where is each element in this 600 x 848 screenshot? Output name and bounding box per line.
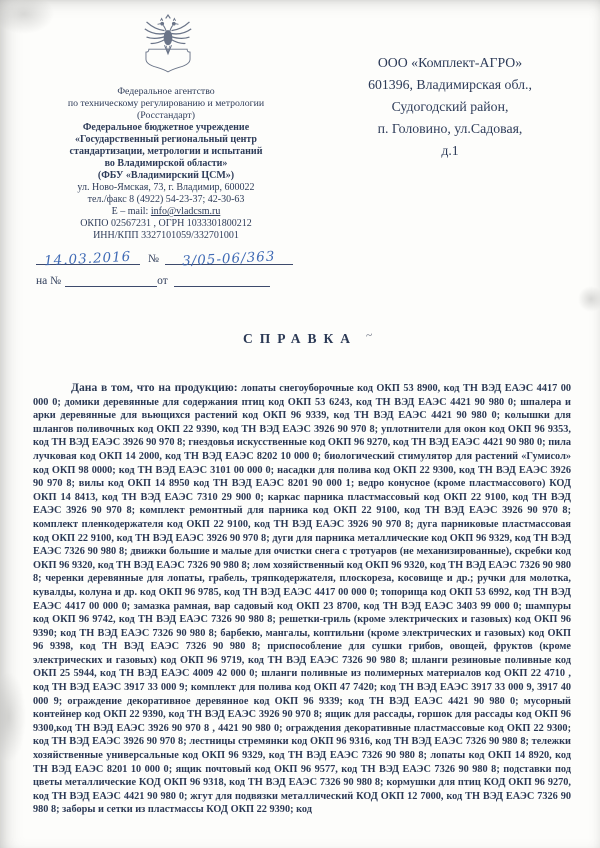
agency-name-line: (Росстандарт) — [137, 110, 195, 121]
na-label: на № — [36, 275, 62, 287]
email-label: E – mail: — [111, 206, 151, 217]
russia-coat-of-arms-icon — [139, 11, 197, 77]
date-number-row — [36, 248, 316, 270]
agency-name-line: по техническому регулированию и метрологии — [67, 98, 265, 109]
ot-blank-line — [174, 272, 270, 287]
date-line — [36, 248, 140, 270]
body-lead-phrase: Дана в том, что на продукцию: — [71, 381, 238, 394]
certificate-body — [33, 381, 571, 817]
postal-address: ул. Ново-Ямская, 73, г. Владимир, 600022 — [77, 182, 255, 193]
number-sign: № — [148, 253, 159, 265]
number-line — [165, 248, 293, 270]
ot-label: от — [157, 275, 168, 287]
org-name-line: во Владимирской области» — [104, 158, 228, 169]
agency-name-line: Федеральное агентство — [117, 86, 215, 97]
sender-letterhead — [26, 86, 306, 242]
scan-smudge — [578, 286, 600, 312]
scan-smudge — [0, 0, 54, 34]
org-name-line: (ФБУ «Владимирский ЦСМ») — [97, 170, 235, 181]
recipient-address-line: 601396, Владимирская обл., — [368, 77, 532, 92]
handwritten-number: 3/05-06/363 — [181, 248, 277, 270]
recipient-address-line: п. Головино, ул.Садовая, — [377, 121, 523, 136]
recipient-address-block — [316, 52, 584, 162]
recipient-name: ООО «Комплект-АГРО» — [377, 55, 523, 70]
org-name-line: «Государственный региональный центр — [74, 134, 257, 145]
org-name-line: Федеральное бюджетное учреждение — [82, 122, 250, 133]
pen-mark: ~ — [364, 327, 374, 343]
inn-kpp: ИНН/КПП 3327101059/332701001 — [93, 230, 239, 241]
phone-fax: тел./факс 8 (4922) 54-23-37; 42-30-63 — [87, 194, 245, 205]
handwritten-date: 14.03.2016 — [44, 248, 133, 270]
reply-to-row — [36, 272, 316, 287]
product-code-list: лопаты снегоуборочные код ОКП 53 8900, код ТН ВЭД ЕАЭС 4417 00 000 0; домики деревянные для содержания птиц код ОКП 53 6243, код ТН ВЭД ЕАЭС 4421 90 980 0; шпалера и арки деревянные для вьющихся растений код ОКП 96 9339, код ТН ВЭД ЕАЭС 4421 90 980 0; колышки для шлангов поливочных код ОКП 22 9390, код ТН ВЭД ЕАЭС 3926 90 970 8; уплотнители для окон код ОКП 96 9353, код ТН ВЭД ЕАЭС 3926 90 970 8; гнездовья искусственные код ОКП 96 9270, код ТН ВЭД ЕАЭС 4421 90 980 0; пила лучковая код ОКП 14 2000, код ТН ВЭД ЕАЭС 8202 10 000 0; биологический стимулятор для растений «Гумисол» код ОКП 98 0000; код ТН ВЭД ЕАЭС 3101 00 000 0; насадки для полива код ОКП 22 9300, код ТН ВЭД ЕАЭС 3926 90 970 8; вилы код ОКП 14 8950 код ТН ВЭД ЕАЭС 8201 90 000 1; ведро конусное (кроме пластмассового) КОД ОКП 14 8413, код ТН ВЭД ЕАЭС 7310 29 900 0; каркас парника пластмассовый код ОКП 22 9100, код ТН ВЭД ЕАЭС 3926 90 970 8; комплект ремонтный для парника код ОКП 22 9100, код ТН ВЭД ЕАЭС 3926 90 970 8; комплект пленкодержателя код ОКП 22 9100, код ТН ВЭД ЕАЭС 3926 90 970 8; дуга парниковые пластмассовая код ОКП 22 9100, код ТН ВЭД ЕАЭС 3926 90 970 8; дуги для парника металлические код ОКП 96 9329, код ТН ВЭД ЕАЭС 7326 90 980 8; движки большие и малые для очистки снега с тротуаров (не механизированные), скребки код ОКП 96 9320, код ТН ВЭД ЕАЭС 7326 90 980 8; лом хозяйственный код ОКП 96 9320, код ТН ВЭД ЕАЭС 7326 90 980 8; черенки деревянные для лопаты, грабель, тряпкодержателя, плоскореза, косовище и др.; ручки для молотка, кувалды, колуна и др. код ОКП 96 9785, код ТН ВЭД ЕАЭС 4417 00 000 0; топорища код ОКП 53 6992, код ТН ВЭД ЕАЭС 4417 00 000 0; замазка рамная, вар садовый код ОКП 23 8700, код ТН ВЭД ЕАЭС 3403 99 000 0; шампуры код ОКП 96 9742, код ТН ВЭД ЕАЭС 7326 90 980 8; решетки-гриль (кроме электрических и газовых) код ОКП 96 9390; код ТН ВЭД ЕАЭС 7326 90 980 8; барбекю, мангалы, коптильни (кроме электрических и газовых) код ОКП 96 9398, код ТН ВЭД ЕАЭС 7326 90 980 8; приспособление для сушки грибов, овощей, фруктов (кроме электрических и газовых) код ОКП 96 9719, код ТН ВЭД ЕАЭС 7326 90 980 8; шланги резиновые поливные код ОКП 25 5944, код ТН ВЭД ЕАЭС 4009 42 000 0; шланги поливные из полимерных материалов код ОКП 22 4710 , код ТН ВЭД ЕАЭС 3917 33 000 9; комплект для полива код ОКП 47 7420; код ТН ВЭД ЕАЭС 3917 33 000 9, 3917 40 000 9; ограждение декоративное деревянное код ОКП 96 9339; код ТН ВЭД ЕАЭС 4421 90 980 0; мусорный контейнер код ОКП 22 9390, код ТН ВЭД ЕАЭС 3926 90 970 8; ящик для рассады, горшок для рассады код ОКП 96 9300,код ТН ВЭД ЕАЭС 3926 90 970 8 , 4421 90 980 0; ограждения декоративные пластмассовые код ОКП 22 9300; код ТН ВЭД ЕАЭС 3926 90 970 8; лестницы стремянки код ОКП 96 9316, код ТН ВЭД ЕАЭС 7326 90 980 8; тележки хозяйственные универсальные код ОКП 96 9329, код ТН ВЭД ЕАЭС 7326 90 980 8; лопаты код ОКП 14 8920, код ТН ВЭД ЕАЭС 8201 10 000 0; ящик почтовый код ОКП 96 9577, код ТН ВЭД ЕАЭС 7326 90 980 8; подставки под цветы металлические КОД ОКП 96 9318, код ТН ВЭД ЕАЭС 7326 90 980 8; кормушки для птиц КОД ОКП 96 9270, код ТН ВЭД ЕАЭС 4421 90 980 0; жгут для подвязки металлический КОД ОКП 12 7000, код ТН ВЭД ЕАЭС 7326 90 980 8; заборы и сетки из пластмассы КОД ОКП 22 9390; код — [33, 383, 571, 816]
okpo-ogrn: ОКПО 02567231 , ОГРН 1033301800212 — [80, 218, 252, 229]
recipient-address-line: Судогодский район, — [391, 99, 509, 114]
na-blank-line — [65, 272, 157, 287]
document-title: СПРАВКА — [242, 331, 358, 346]
scan-smudge — [0, 672, 26, 762]
email-line — [26, 206, 306, 218]
email-address: info@vladcsm.ru — [150, 206, 221, 217]
recipient-address-line: д.1 — [441, 143, 459, 158]
org-name-line: стандартизации, метрологии и испытаний — [69, 146, 263, 157]
reference-block — [36, 250, 316, 294]
